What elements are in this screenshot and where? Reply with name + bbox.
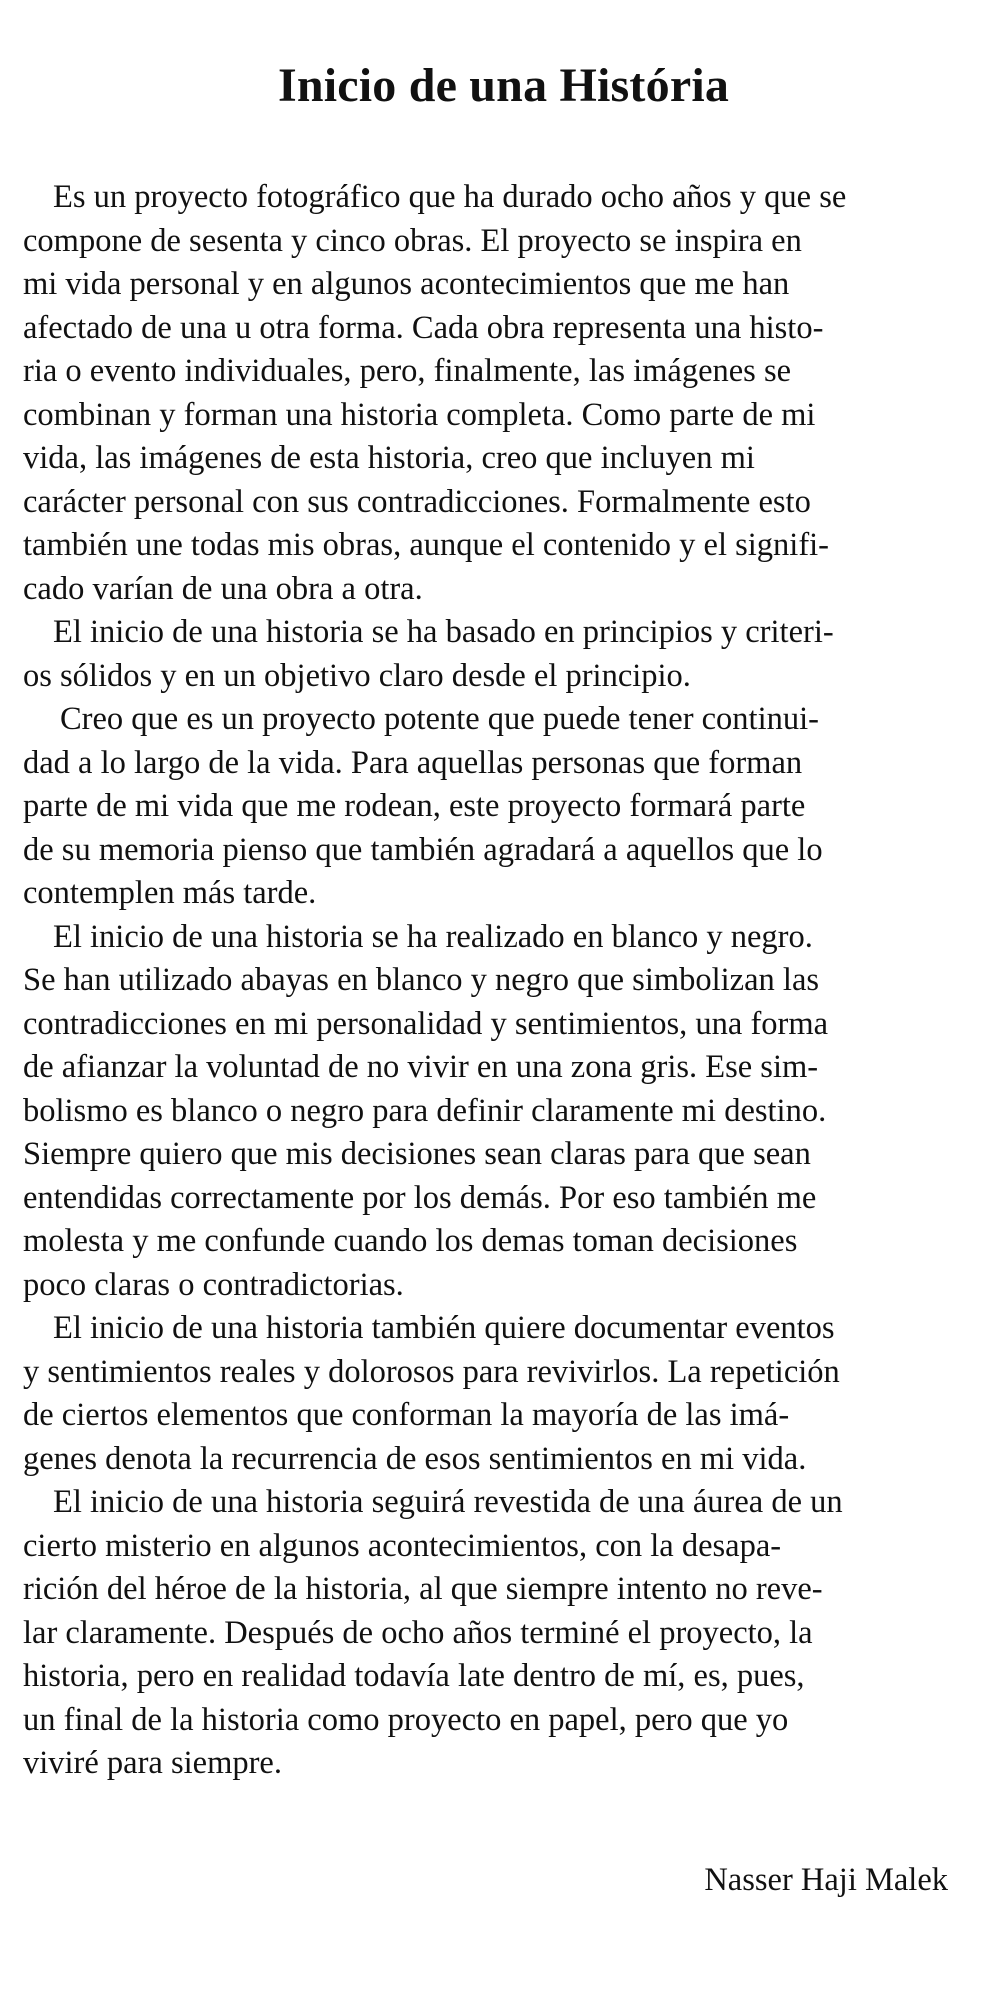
paragraph-3-line-2: dad a lo largo de la vida. Para aquellas personas que forman bbox=[23, 744, 803, 781]
paragraph-3-line-3: parte de mi vida que me rodean, este proyecto formará parte bbox=[23, 788, 806, 824]
paragraph-1-line-7: vida, las imágenes de esta historia, creo que incluyen mi bbox=[23, 440, 755, 476]
paragraph-6-line-6: un final de la historia como proyecto en papel, pero que yo bbox=[23, 1701, 789, 1738]
paragraph-1-line-1: Es un proyecto fotográfico que ha durado ocho años y que se bbox=[53, 179, 847, 215]
paragraph-1-line-9: también une todas mis obras, aunque el contenido y el signifi- bbox=[23, 527, 829, 563]
paragraph-4-line-3: contradicciones en mi personalidad y sentimientos, una forma bbox=[23, 1005, 829, 1042]
paragraph-5-line-1: El inicio de una historia también quiere documentar eventos bbox=[53, 1310, 835, 1346]
paragraph-3-line-4: de su memoria pienso que también agradará a aquellos que lo bbox=[23, 831, 823, 868]
paragraph-4-line-6: Siempre quiero que mis decisiones sean claras para que sean bbox=[23, 1136, 811, 1172]
paragraph-2-line-1: El inicio de una historia se ha basado en principios y criteri- bbox=[53, 614, 834, 650]
paragraph-1-line-5: ria o evento individuales, pero, finalmente, las imágenes se bbox=[23, 353, 792, 389]
paragraph-5-line-2: y sentimientos reales y dolorosos para revivirlos. La repetición bbox=[23, 1353, 840, 1390]
paragraph-6-line-2: cierto misterio en algunos acontecimientos, con la desapa- bbox=[23, 1527, 782, 1564]
paragraph-6-line-5: historia, pero en realidad todavía late dentro de mí, es, pues, bbox=[23, 1658, 805, 1694]
paragraph-6-line-1: El inicio de una historia seguirá revestida de una áurea de un bbox=[53, 1484, 843, 1520]
paragraph-1-line-10: cado varían de una obra a otra. bbox=[23, 570, 423, 607]
paragraph-3-line-5: contemplen más tarde. bbox=[23, 875, 317, 911]
paragraph-4-line-9: poco claras o contradictorias. bbox=[23, 1266, 404, 1303]
paragraph-1-line-8: carácter personal con sus contradicciones. Formalmente esto bbox=[23, 483, 811, 520]
paragraph-6-line-3: rición del héroe de la historia, al que siempre intento no reve- bbox=[23, 1571, 823, 1607]
paragraph-1-line-2: compone de sesenta y cinco obras. El proyecto se inspira en bbox=[23, 222, 802, 259]
body-text bbox=[23, 176, 991, 1786]
paragraph-4-line-1: El inicio de una historia se ha realizado en blanco y negro. bbox=[53, 918, 813, 955]
paragraph-3-line-1: Creo que es un proyecto potente que puede tener continui- bbox=[60, 701, 819, 737]
paragraph-4-line-8: molesta y me confunde cuando los demas toman decisiones bbox=[23, 1223, 798, 1259]
page-title: Inicio de una História bbox=[277, 59, 730, 112]
paragraph-6-line-4: lar claramente. Después de ocho años terminé el proyecto, la bbox=[23, 1614, 813, 1651]
author-signature: Nasser Haji Malek bbox=[704, 1862, 948, 1898]
paragraph-1-line-3: mi vida personal y en algunos acontecimientos que me han bbox=[23, 266, 790, 302]
paragraph-1-line-4: afectado de una u otra forma. Cada obra representa una histo- bbox=[23, 309, 824, 346]
paragraph-4-line-7: entendidas correctamente por los demás. Por eso también me bbox=[23, 1179, 817, 1216]
paragraph-6-line-7: viviré para siempre. bbox=[23, 1745, 282, 1781]
paragraph-5-line-4: genes denota la recurrencia de esos sentimientos en mi vida. bbox=[23, 1440, 807, 1477]
paragraph-2-line-2: os sólidos y en un objetivo claro desde el principio. bbox=[23, 657, 691, 694]
paragraph-4-line-2: Se han utilizado abayas en blanco y negro que simbolizan las bbox=[23, 962, 820, 998]
paragraph-1-line-6: combinan y forman una historia completa. Como parte de mi bbox=[23, 396, 816, 433]
paragraph-5-line-3: de ciertos elementos que conforman la mayoría de las imá- bbox=[23, 1397, 790, 1433]
paragraph-4-line-5: bolismo es blanco o negro para definir claramente mi destino. bbox=[23, 1092, 827, 1129]
paragraph-4-line-4: de afianzar la voluntad de no vivir en una zona gris. Ese sim- bbox=[23, 1049, 819, 1085]
